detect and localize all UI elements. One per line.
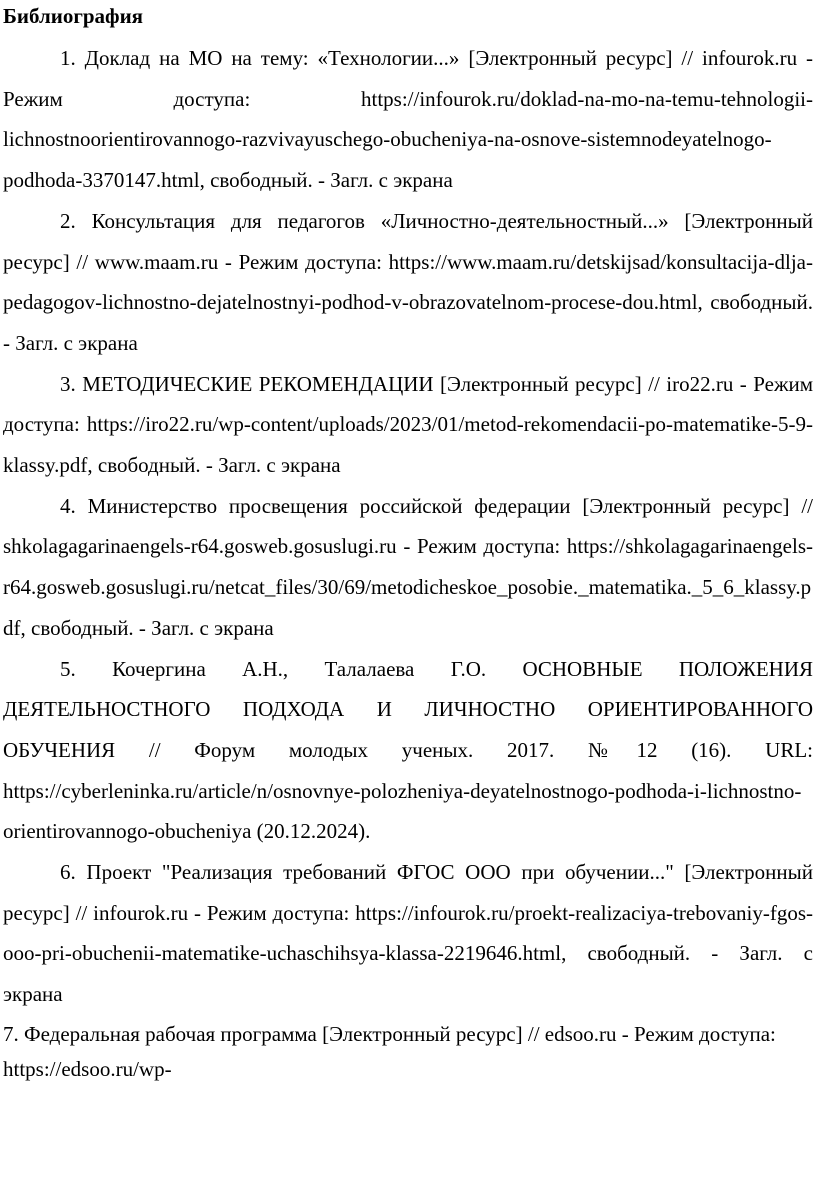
bibliography-entry-7: 7. Федеральная рабочая программа [Электронный ресурс] // edsoo.ru - Режим доступа: https://edsoo.ru/wp- xyxy=(3,1021,776,1081)
bibliography-entry-5: 5. Кочергина А.Н., Талалаева Г.О. ОСНОВНЫЕ ПОЛОЖЕНИЯ ДЕЯТЕЛЬНОСТНОГО ПОДХОДА И ЛИЧНОСТНО ОРИЕНТИРОВАННОГО ОБУЧЕНИЯ // Форум молодых ученых. 2017. №12 (16). URL: https://cyberleninka.ru/article/n/osnovnye-polozheniya-deyatelnostnogo-podhoda-i-lichnostno-orientirovannogo-obucheniya (20.12.2024). xyxy=(3,656,813,844)
bibliography-heading: Библиография xyxy=(3,4,144,28)
bibliography-entry-3: 3. МЕТОДИЧЕСКИЕ РЕКОМЕНДАЦИИ [Электронный ресурс] // iro22.ru - Режим доступа: https://iro22.ru/wp-content/uploads/2023/01/metod-rekomendacii-po-matematike-5-9-klassy.pdf, свободный. - Загл. с экрана xyxy=(3,371,813,478)
bibliography-entry-2: 2. Консультация для педагогов «Личностно-деятельностный...» [Электронный ресурс] // www.maam.ru - Режим доступа: https://www.maam.ru/detskijsad/konsultacija-dlja-pedagogov-lichnostno-dejatelnostnyi-podhod-v-obrazovatelnom-procese-dou.html, свободный. - Загл. с экрана xyxy=(3,208,813,355)
bibliography-entry-1: 1. Доклад на МО на тему: «Технологии...» [Электронный ресурс] // infourok.ru - Режим доступа: https://infourok.ru/doklad-na-mo-na-temu-tehnologii-lichnostnoorientirovannogo-razvivayuschego-obucheniya-na-osnove-sistemnodeyatelnogo-podhoda-3370147.html, свободный. - Загл. с экрана xyxy=(3,46,813,193)
bibliography-entry-4: 4. Министерство просвещения российской федерации [Электронный ресурс] // shkolagagarinaengels-r64.gosweb.gosuslugi.ru - Режим доступа: https://shkolagagarinaengels-r64.gosweb.gosuslugi.ru/netcat_files/30/69/metodicheskoe_posobie._matematika._5_6_klassy.pdf, свободный. - Загл. с экрана xyxy=(3,493,813,640)
bibliography-entry-6: 6. Проект "Реализация требований ФГОС ООО при обучении..." [Электронный ресурс] // infourok.ru - Режим доступа: https://infourok.ru/proekt-realizaciya-trebovaniy-fgos-ooo-pri-obuchenii-matematike-uchaschihsya-klassa-2219646.html, свободный. - Загл. с экрана xyxy=(3,860,813,1007)
document-page xyxy=(3,2,813,1087)
